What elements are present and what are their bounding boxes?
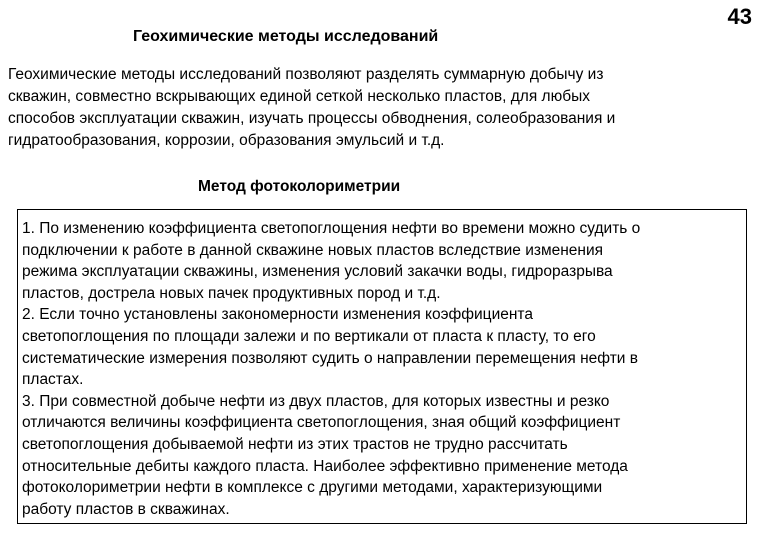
- slide-title: Геохимические методы исследований: [133, 28, 439, 45]
- method-line: отличаются величины коэффициента светопоглощения, зная общий коэффициент: [22, 414, 621, 432]
- method-line: светопоглощения по площади залежи и по вертикали от пласта к пласту, то его: [22, 327, 596, 345]
- intro-line: скважин, совместно вскрывающих единой сеткой несколько пластов, для любых: [8, 88, 590, 105]
- method-line: работу пластов в скважинах.: [22, 500, 230, 518]
- method-description: [22, 218, 746, 520]
- method-line: подключении к работе в данной скважине новых пластов вследствие изменения: [22, 241, 604, 259]
- method-line: пластов, дострела новых пачек продуктивных пород и т.д.: [22, 284, 441, 302]
- method-line: фотоколориметрии нефти в комплексе с другими методами, характеризующими: [22, 479, 603, 497]
- page-number: 43: [727, 4, 752, 29]
- method-description-box: [17, 209, 747, 524]
- intro-line: гидратообразования, коррозии, образования эмульсий и т.д.: [8, 132, 445, 149]
- intro-line: способов эксплуатации скважин, изучать процессы обводнения, солеобразования и: [8, 110, 616, 127]
- method-line: пластах.: [22, 371, 84, 389]
- method-line: режима эксплуатации скважины, изменения условий закачки воды, гидроразрыва: [22, 263, 613, 281]
- method-line: 3. При совместной добыче нефти из двух пластов, для которых известны и резко: [22, 392, 610, 410]
- method-line: систематические измерения позволяют судить о направлении перемещения нефти в: [22, 349, 638, 367]
- method-line: относительные дебиты каждого пласта. Наиболее эффективно применение метода: [22, 457, 628, 475]
- intro-paragraph: [8, 64, 760, 152]
- intro-line: Геохимические методы исследований позволяют разделять суммарную добычу из: [8, 66, 604, 83]
- method-line: 2. Если точно установлены закономерности изменения коэффициента: [22, 306, 533, 324]
- method-line: 1. По изменению коэффициента светопоглощения нефти во времени можно судить о: [22, 220, 641, 237]
- section-title: Метод фотоколориметрии: [198, 178, 401, 195]
- method-line: светопоглощения добываемой нефти из этих трастов не трудно рассчитать: [22, 435, 568, 453]
